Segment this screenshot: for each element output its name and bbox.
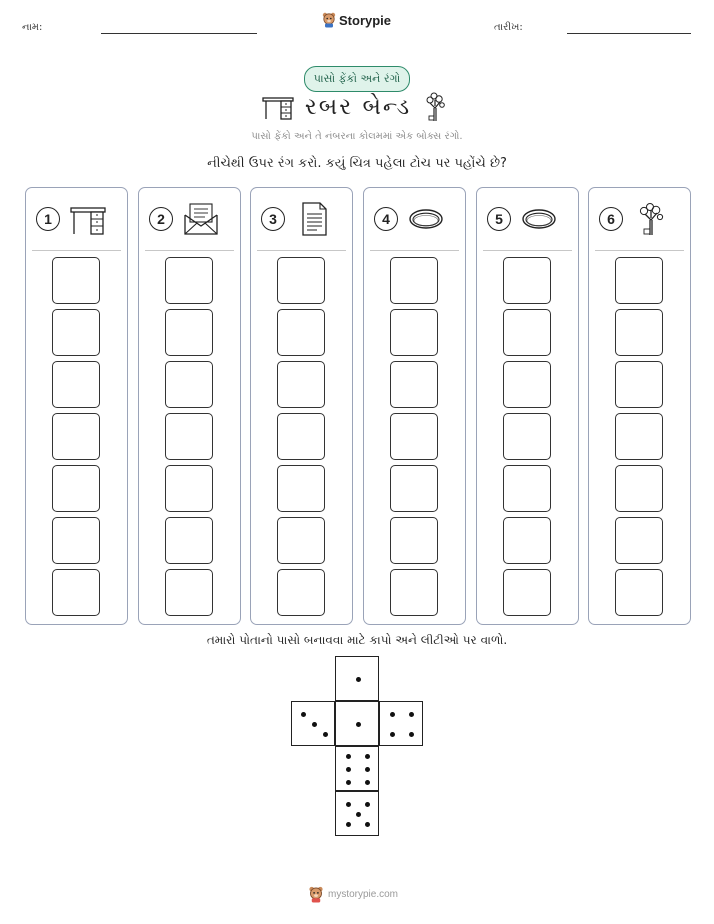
rubber-band-icon <box>521 202 557 236</box>
color-box[interactable] <box>615 309 663 356</box>
color-box[interactable] <box>615 517 663 564</box>
die-face <box>291 701 335 746</box>
color-box[interactable] <box>52 413 100 460</box>
die-pip <box>390 712 395 717</box>
column-divider <box>32 250 121 251</box>
color-box[interactable] <box>615 361 663 408</box>
die-pip <box>365 767 370 772</box>
die-pip <box>346 802 351 807</box>
die-face <box>379 701 423 746</box>
color-box[interactable] <box>390 257 438 304</box>
color-box[interactable] <box>52 257 100 304</box>
die-pip <box>346 754 351 759</box>
subtitle: પાસો ફેંકો અને તે નંબરના કોલમમાં એક બોક્સ રંગો. <box>251 131 463 142</box>
page-title: રબર બેન્ડ <box>304 94 412 120</box>
column-header <box>589 188 690 248</box>
color-box[interactable] <box>277 361 325 408</box>
color-box[interactable] <box>52 569 100 616</box>
column-header <box>364 188 465 248</box>
color-box[interactable] <box>615 257 663 304</box>
column-number: 5 <box>487 207 511 231</box>
column-divider <box>595 250 684 251</box>
die-pip <box>390 732 395 737</box>
brand-name: Storypie <box>339 12 392 28</box>
rubber-band-icon <box>408 202 444 236</box>
column-divider <box>257 250 346 251</box>
column-header <box>26 188 127 248</box>
color-box[interactable] <box>165 569 213 616</box>
column-number: 2 <box>149 207 173 231</box>
die-face <box>335 656 379 701</box>
desk-icon <box>70 202 106 236</box>
tree-icon <box>633 202 669 236</box>
column-divider <box>145 250 234 251</box>
die-pip <box>312 722 317 727</box>
color-box[interactable] <box>503 309 551 356</box>
die-pip <box>323 732 328 737</box>
column-5 <box>476 187 579 625</box>
name-label: નામ: <box>22 22 43 33</box>
color-box[interactable] <box>615 465 663 512</box>
color-box[interactable] <box>52 361 100 408</box>
die-pip <box>346 780 351 785</box>
die-face <box>335 791 379 836</box>
color-box[interactable] <box>390 517 438 564</box>
color-box[interactable] <box>52 517 100 564</box>
color-box[interactable] <box>503 465 551 512</box>
color-box[interactable] <box>390 569 438 616</box>
die-face <box>335 701 379 746</box>
die-pip <box>356 722 361 727</box>
document-icon <box>295 202 331 236</box>
color-box[interactable] <box>165 465 213 512</box>
column-2 <box>138 187 241 625</box>
color-box[interactable] <box>165 517 213 564</box>
color-box[interactable] <box>277 413 325 460</box>
color-box[interactable] <box>52 309 100 356</box>
die-pip <box>409 732 414 737</box>
die-face <box>335 746 379 791</box>
footer-url: mystorypie.com <box>328 889 399 900</box>
column-1 <box>25 187 128 625</box>
die-pip <box>301 712 306 717</box>
color-box[interactable] <box>277 517 325 564</box>
tree-icon <box>423 92 447 122</box>
column-number: 4 <box>374 207 398 231</box>
column-header <box>477 188 578 248</box>
die-pip <box>356 677 361 682</box>
column-header <box>139 188 240 248</box>
die-pip <box>346 822 351 827</box>
die-pip <box>356 812 361 817</box>
bear-icon <box>308 886 324 903</box>
column-number: 6 <box>599 207 623 231</box>
die-pip <box>365 754 370 759</box>
bear-icon <box>322 12 336 28</box>
brand-logo <box>322 12 391 28</box>
column-header <box>251 188 352 248</box>
color-box[interactable] <box>503 361 551 408</box>
name-line[interactable] <box>101 33 257 34</box>
die-pip <box>365 802 370 807</box>
color-box[interactable] <box>503 413 551 460</box>
instruction: નીચેથી ઉપર રંગ કરો. કયું ચિત્ર પહેલા ટોચ પર પહોંચે છે? <box>207 156 507 171</box>
color-box[interactable] <box>390 361 438 408</box>
die-pip <box>409 712 414 717</box>
color-box[interactable] <box>52 465 100 512</box>
color-box[interactable] <box>503 517 551 564</box>
color-box[interactable] <box>277 257 325 304</box>
color-box[interactable] <box>503 569 551 616</box>
color-box[interactable] <box>503 257 551 304</box>
color-box[interactable] <box>277 309 325 356</box>
activity-pill: પાસો ફેંકો અને રંગો <box>304 66 410 92</box>
footer <box>308 886 398 903</box>
column-6 <box>588 187 691 625</box>
die-pip <box>346 767 351 772</box>
date-label: તારીખ: <box>494 22 523 33</box>
color-box[interactable] <box>165 309 213 356</box>
color-box[interactable] <box>390 465 438 512</box>
die-pip <box>365 822 370 827</box>
column-3 <box>250 187 353 625</box>
die-pip <box>365 780 370 785</box>
column-number: 3 <box>261 207 285 231</box>
color-box[interactable] <box>277 569 325 616</box>
color-box[interactable] <box>165 361 213 408</box>
column-number: 1 <box>36 207 60 231</box>
column-divider <box>483 250 572 251</box>
color-box[interactable] <box>390 309 438 356</box>
column-divider <box>370 250 459 251</box>
envelope-icon <box>183 202 219 236</box>
color-box[interactable] <box>615 413 663 460</box>
color-box[interactable] <box>277 465 325 512</box>
date-line[interactable] <box>567 33 691 34</box>
column-4 <box>363 187 466 625</box>
color-box[interactable] <box>615 569 663 616</box>
color-box[interactable] <box>165 413 213 460</box>
color-box[interactable] <box>390 413 438 460</box>
cut-instruction: તમારો પોતાનો પાસો બનાવવા માટે કાપો અને લીટીઓ પર વાળો. <box>206 633 508 647</box>
color-box[interactable] <box>165 257 213 304</box>
